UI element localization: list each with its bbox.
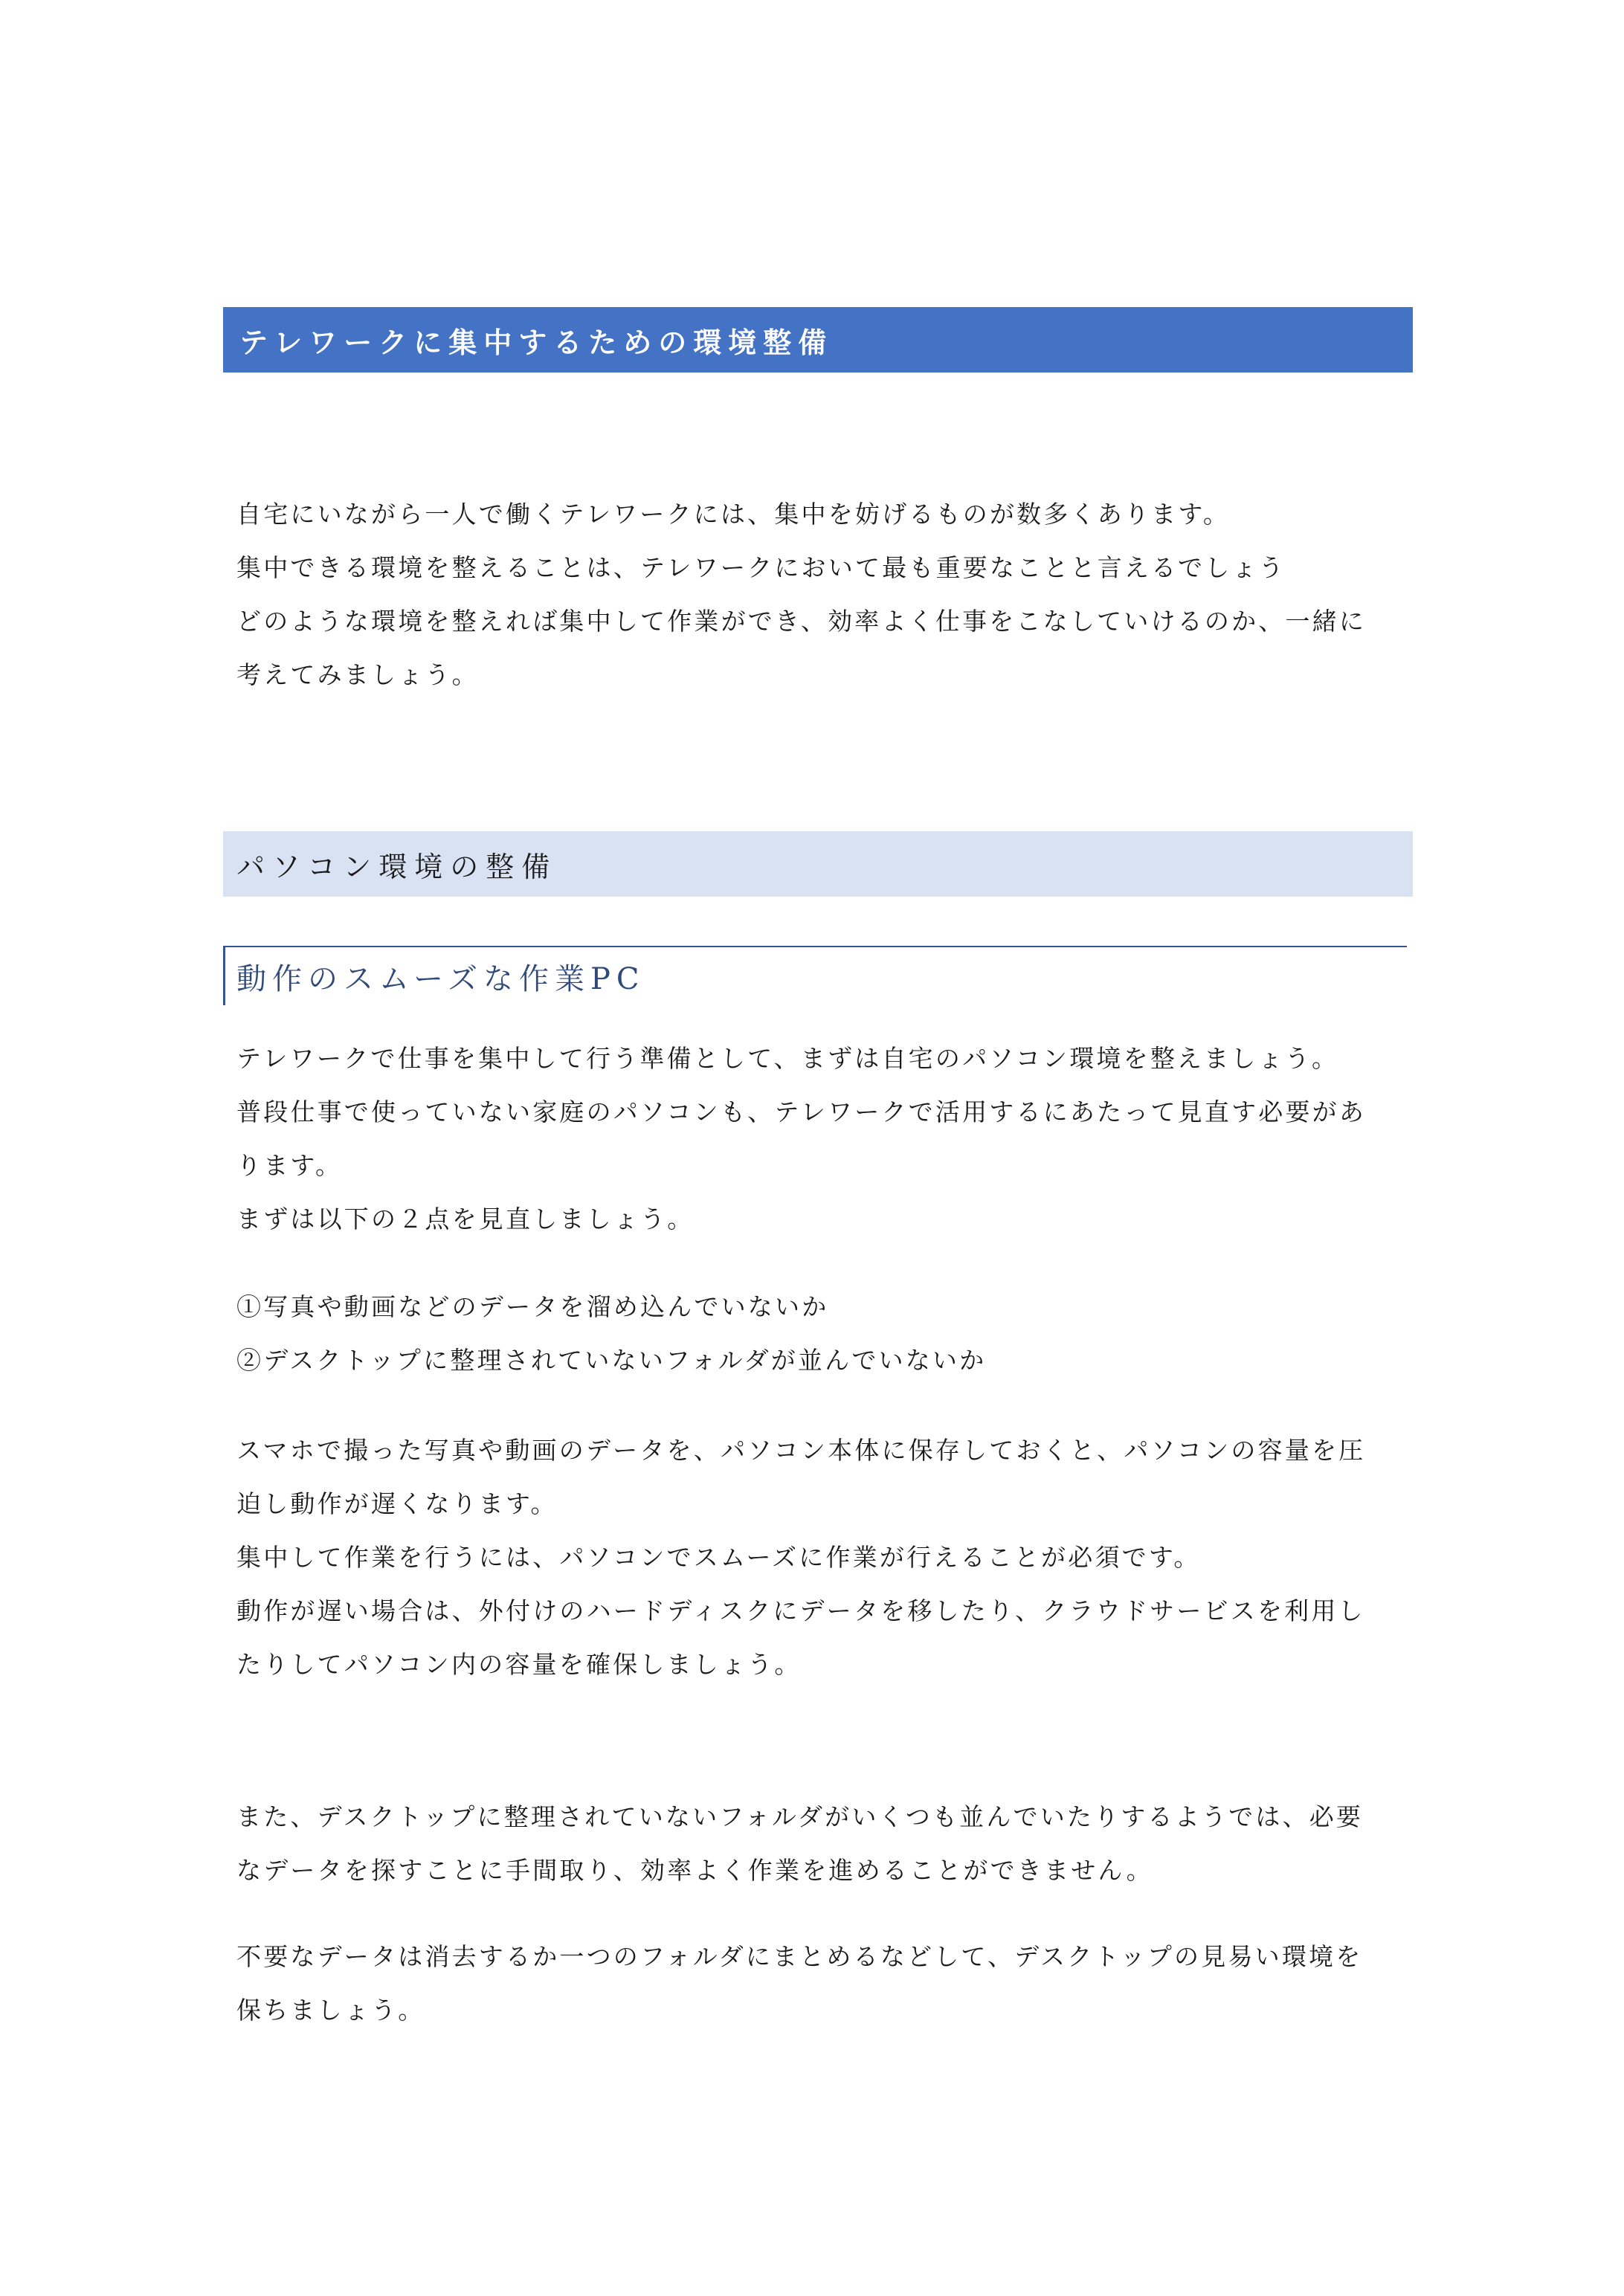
paragraph-4 (236, 1930, 1411, 2037)
section-banner (223, 831, 1413, 897)
paragraph-line: たりしてパソコン内の容量を確保しましょう。 (236, 1650, 802, 1679)
paragraph-line: テレワークで仕事を集中して行う準備として、まずは自宅のパソコン環境を整えましょう。 (236, 1044, 1339, 1073)
paragraph-line: 不要なデータは消去するか一つのフォルダにまとめるなどして、デスクトップの見易い環境を (236, 1942, 1363, 1971)
list-item: ①写真や動画などのデータを溜め込んでいないか (236, 1292, 829, 1321)
paragraph-line: スマホで撮った写真や動画のデータを、パソコン本体に保存しておくと、パソコンの容量を圧 (236, 1436, 1366, 1465)
numbered-list (236, 1280, 1411, 1387)
list-item: ②デスクトップに整理されていないフォルダが並んでいないか (236, 1346, 987, 1375)
paragraph-3 (236, 1790, 1411, 1897)
subheading-box (223, 946, 1407, 1005)
intro-line: 自宅にいながら一人で働くテレワークには、集中を妨げるものが数多くあります。 (236, 500, 1231, 529)
paragraph-line: また、デスクトップに整理されていないフォルダがいくつも並んでいたりするようでは、必要 (236, 1802, 1364, 1831)
subheading-title: 動作のスムーズな作業PC (236, 961, 645, 996)
intro-line: 考えてみましょう。 (236, 660, 479, 689)
paragraph-line: 普段仕事で使っていない家庭のパソコンも、テレワークで活用するにあたって見直す必要があ (236, 1097, 1367, 1126)
intro-paragraph (236, 488, 1411, 702)
paragraph-line: 集中して作業を行うには、パソコンでスムーズに作業が行えることが必須です。 (236, 1543, 1201, 1572)
paragraph-line: ります。 (236, 1151, 343, 1180)
paragraph-2 (236, 1424, 1411, 1692)
paragraph-line: 動作が遅い場合は、外付けのハードディスクにデータを移したり、クラウドサービスを利用し (236, 1596, 1365, 1625)
paragraph-line: なデータを探すことに手間取り、効率よく作業を進めることができません。 (236, 1856, 1153, 1885)
paragraph-line: 保ちましょう。 (236, 1996, 425, 2025)
section-title: パソコン環境の整備 (236, 850, 558, 883)
intro-line: どのような環境を整えれば集中して作業ができ、効率よく仕事をこなしていけるのか、一緒に (236, 607, 1367, 636)
paragraph-line: まずは以下の２点を見直しましょう。 (236, 1205, 695, 1234)
title-banner (223, 307, 1413, 373)
paragraph-line: 迫し動作が遅くなります。 (236, 1489, 558, 1518)
intro-line: 集中できる環境を整えることは、テレワークにおいて最も重要なことと言えるでしょう (236, 553, 1286, 582)
document-title: テレワークに集中するための環境整備 (239, 326, 834, 359)
paragraph-1 (236, 1032, 1411, 1246)
